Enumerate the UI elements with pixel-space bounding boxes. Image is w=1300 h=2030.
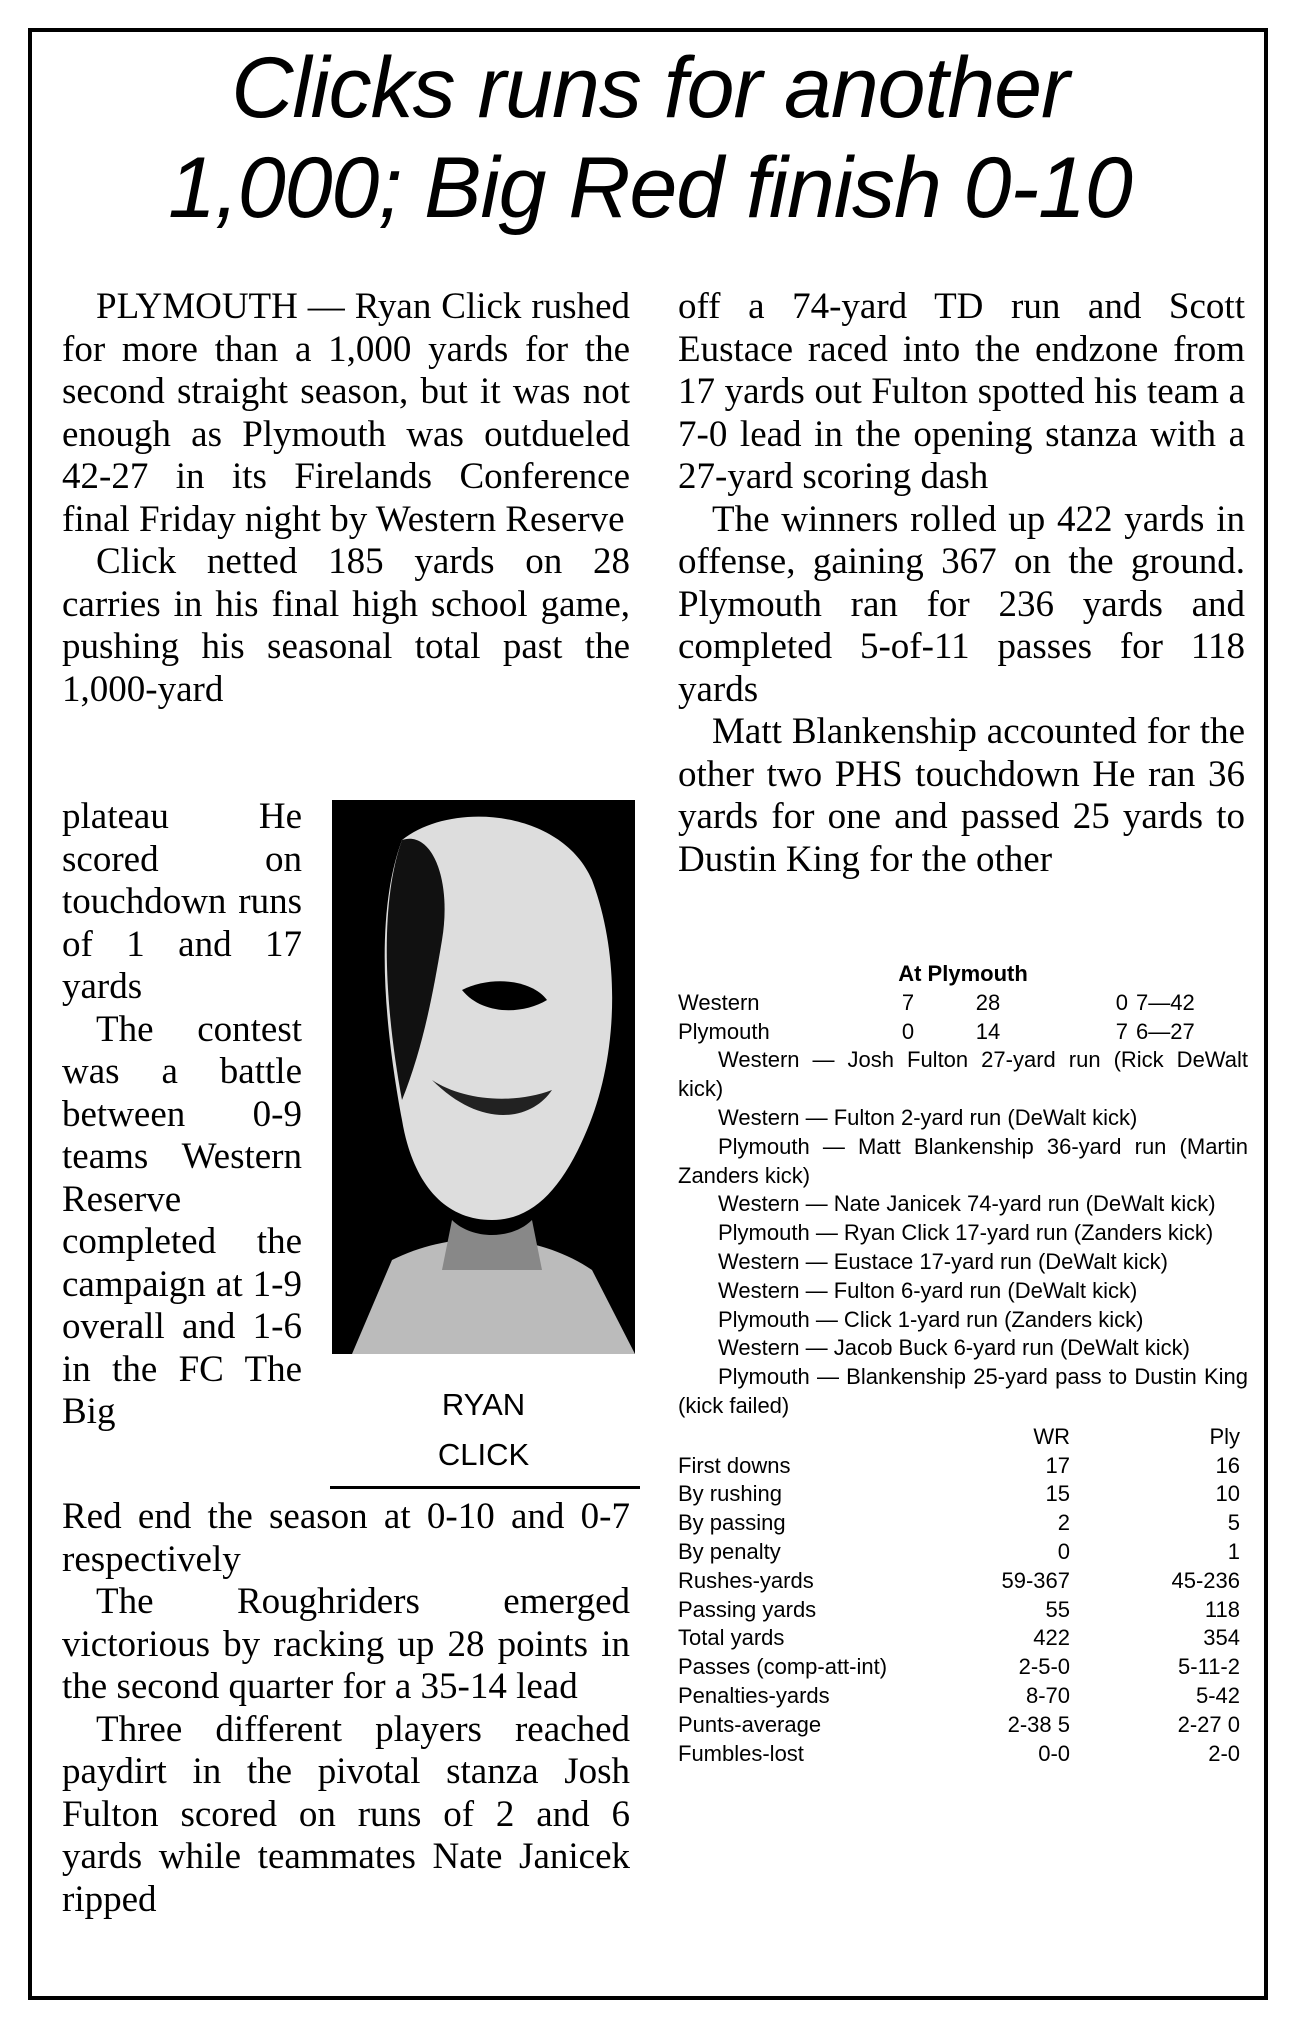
quarter-score: 6—27 — [1136, 1018, 1195, 1044]
story-paragraph: off a 74-yard TD run and Scott Eustace raced into the endzone from 17 yards out Fulton spotted his team a 7-0 lead in the opening stanza with a 27-yard scoring dash — [678, 286, 1245, 497]
scoring-play: Plymouth — Matt Blankenship 36-yard run (Martin Zanders kick) — [678, 1133, 1248, 1188]
player-photo — [332, 800, 635, 1354]
stats-header — [678, 1423, 1248, 1452]
scoring-play: Western — Josh Fulton 27-yard run (Rick DeWalt kick) — [678, 1047, 1248, 1102]
caption-line: RYAN — [441, 1387, 526, 1422]
line-score — [678, 989, 1248, 1047]
quarter-score: 14 — [975, 1018, 1001, 1044]
stats-row: By passing 2 5 — [678, 1510, 1240, 1536]
stats-row: Punts-average 2-38 5 2-27 0 — [678, 1711, 1240, 1737]
scoring-play: Western — Fulton 6-yard run (DeWalt kick) — [718, 1277, 1138, 1303]
scoring-play: Western — Nate Janicek 74-yard run (DeWalt kick) — [718, 1191, 1216, 1217]
caption-line: CLICK — [437, 1437, 530, 1472]
story-left-bottom — [62, 1496, 630, 1921]
story-right — [678, 286, 1245, 881]
story-paragraph: Red end the season at 0-10 and 0-7 respectively — [62, 1496, 630, 1580]
story-paragraph: Click netted 185 yards on 28 carries in his final high school game, pushing his seasonal total past the 1,000-yard — [62, 541, 630, 710]
stats-row: By penalty 0 1 — [678, 1538, 1240, 1564]
line-score-row — [678, 1018, 1248, 1047]
quarter-score: 7—42 — [1136, 989, 1195, 1015]
headline-line-1: Clicks runs for another — [231, 40, 1069, 136]
scoring-summary — [678, 1046, 1248, 1420]
headline — [40, 38, 1260, 238]
story-paragraph: Matt Blankenship accounted for the other two PHS touchdown He ran 36 yards for one and passed 25 yards to Dustin King for the other — [678, 711, 1245, 880]
stats-row: By rushing 15 10 — [678, 1481, 1240, 1507]
quarter-score: 7 — [1115, 1018, 1128, 1044]
story-left-top — [62, 286, 630, 711]
stats-row: Passing yards 55 118 — [678, 1596, 1240, 1622]
scoring-play: Western — Eustace 17-yard run (DeWalt kick) — [718, 1248, 1168, 1274]
stats-row: Passes (comp-att-int) 2-5-0 5-11-2 — [678, 1654, 1240, 1680]
quarter-score: 0 — [901, 1018, 915, 1044]
story-paragraph: PLYMOUTH — Ryan Click rushed for more than a 1,000 yards for the second straight season, but it was not enough as Plymouth was outdueled 42-27 in its Firelands Conference final Friday night by Western Reserve — [62, 286, 630, 540]
team-name: Plymouth — [678, 1018, 770, 1044]
team-stats — [678, 1423, 1248, 1769]
scoring-play: Western — Fulton 2-yard run (DeWalt kick) — [718, 1104, 1138, 1130]
scoring-play: Plymouth — Blankenship 25-yard pass to Dustin King (kick failed) — [678, 1364, 1248, 1418]
story-left-wrap — [62, 796, 302, 1434]
quarter-score: 7 — [901, 989, 915, 1015]
stats-column-wr: WR — [1033, 1423, 1070, 1449]
line-score-row — [678, 989, 1248, 1018]
story-paragraph: The winners rolled up 422 yards in offense, gaining 367 on the ground. Plymouth ran for 236 yards and completed 5-of-11 passes for 118 yards — [678, 498, 1245, 710]
quarter-score: 28 — [975, 989, 1001, 1015]
team-name: Western — [678, 989, 760, 1015]
scoring-play: Plymouth — Ryan Click 17-yard run (Zanders kick) — [718, 1220, 1214, 1246]
story-paragraph: The Roughriders emerged victorious by racking up 28 points in the second quarter for a 35-14 lead — [62, 1581, 630, 1707]
caption-rule — [330, 1486, 640, 1489]
headline-line-2: 1,000; Big Red finish 0-10 — [168, 140, 1132, 236]
stats-row: First downs 17 16 — [678, 1452, 1240, 1478]
stats-row: Total yards 422 354 — [678, 1625, 1240, 1651]
quarter-score: 0 — [1115, 989, 1128, 1015]
stats-column-ply: Ply — [1209, 1423, 1240, 1449]
box-score — [678, 960, 1248, 1768]
portrait-image — [332, 800, 635, 1354]
scoring-play: Plymouth — Click 1-yard run (Zanders kick) — [718, 1306, 1144, 1332]
box-score-header: At Plymouth — [898, 961, 1028, 986]
story-paragraph: plateau He scored on touchdown runs of 1 and 17 yards — [62, 796, 302, 1007]
story-paragraph: Three different players reached paydirt in the pivotal stanza Josh Fulton scored on runs of 2 and 6 yards while teammates Nate Janicek ripped — [62, 1708, 630, 1920]
story-paragraph: The contest was a battle between 0-9 teams Western Reserve completed the campaign at 1-9 overall and 1-6 in the FC The Big — [62, 1008, 302, 1432]
stats-row: Penalties-yards 8-70 5-42 — [678, 1682, 1240, 1708]
photo-caption — [332, 1380, 635, 1480]
stats-row: Rushes-yards 59-367 45-236 — [678, 1567, 1240, 1593]
stats-row: Fumbles-lost 0-0 2-0 — [678, 1740, 1240, 1766]
scoring-play: Western — Jacob Buck 6-yard run (DeWalt kick) — [718, 1335, 1190, 1361]
